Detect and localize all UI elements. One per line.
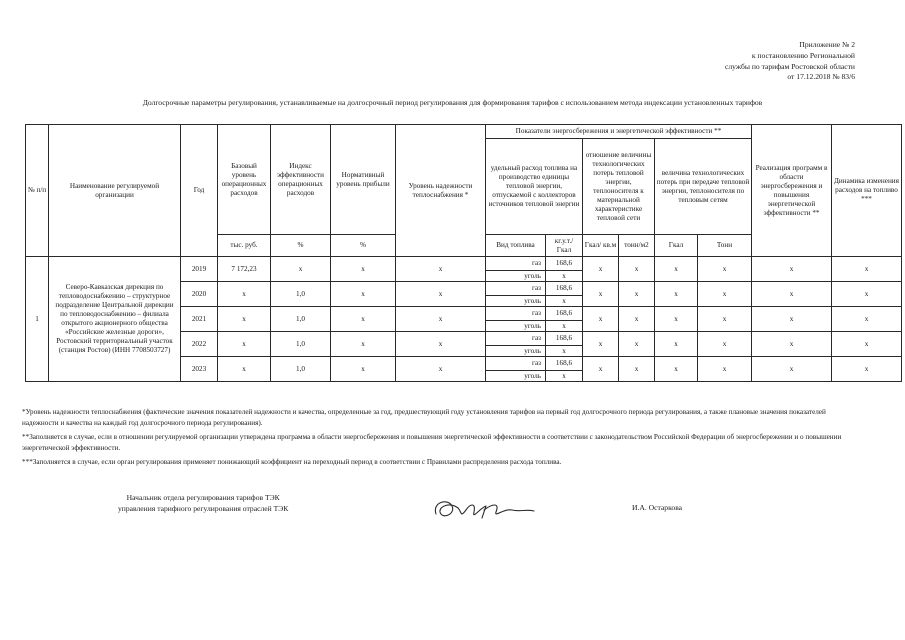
row-fuel-coal: уголь bbox=[486, 271, 546, 282]
org-number: 1 bbox=[26, 257, 49, 382]
row-fuel-gas-value: 168,6 bbox=[546, 282, 583, 296]
row-index: 1,0 bbox=[271, 332, 331, 357]
col-dynamics-header: Динамика изменения расходов на топливо *** bbox=[832, 125, 902, 257]
row-base: х bbox=[218, 282, 271, 307]
row-profit: х bbox=[331, 257, 396, 282]
appendix-number: Приложение № 2 bbox=[799, 40, 855, 49]
col-num-header: № п/п bbox=[26, 125, 49, 257]
footnotes bbox=[22, 407, 862, 472]
row-ratio-2: х bbox=[619, 357, 655, 382]
row-dynamics: х bbox=[832, 257, 902, 282]
row-fuel-coal: уголь bbox=[486, 296, 546, 307]
row-year: 2021 bbox=[181, 307, 218, 332]
row-ratio-2: х bbox=[619, 257, 655, 282]
col-reliability-header: Уровень надежности теплоснабжения * bbox=[396, 125, 486, 257]
row-year: 2022 bbox=[181, 332, 218, 357]
row-reliability: х bbox=[396, 307, 486, 332]
footnote-3: ***Заполняется в случае, если орган регулирования применяет понижающий коэффициент на переходный период в соответствии с Правилами распределения расхода топлива. bbox=[22, 458, 562, 466]
row-index: 1,0 bbox=[271, 307, 331, 332]
col-year-header: Год bbox=[181, 125, 218, 257]
row-profit: х bbox=[331, 282, 396, 307]
signatory-role-line-2: управления тарифного регулирования отраслей ТЭК bbox=[118, 503, 289, 513]
row-index: 1,0 bbox=[271, 357, 331, 382]
row-loss-2: х bbox=[698, 357, 752, 382]
col-fuel-rate-header: удельный расход топлива на производство единицы тепловой энергии, отпускаемой с коллекторов источников тепловой энергии bbox=[486, 139, 583, 235]
col-profit-header: Нормативный уровень прибыли bbox=[331, 125, 396, 235]
row-loss-1: х bbox=[655, 282, 698, 307]
row-dynamics: х bbox=[832, 282, 902, 307]
org-name: Северо-Кавказская дирекция по тепловодоснабжению – структурное подразделение Центральной дирекции по тепловодоснабжению – филиала открытого акционерного общества «Российские железные дороги», Ростовский территориальный участок (станция Ростов) (ИНН 7708503727) bbox=[49, 257, 181, 382]
appendix-date: от 17.12.2018 № 83/6 bbox=[787, 72, 855, 82]
row-dynamics: х bbox=[832, 307, 902, 332]
unit-loss-2: Тонн bbox=[698, 235, 752, 257]
row-programs: х bbox=[752, 282, 832, 307]
header-row-1 bbox=[26, 125, 902, 139]
col-losses-header: величина технологических потерь при передаче тепловой энергии, теплоносителя по тепловым сетям bbox=[655, 139, 752, 235]
row-reliability: х bbox=[396, 332, 486, 357]
row-profit: х bbox=[331, 332, 396, 357]
unit-index: % bbox=[271, 235, 331, 257]
row-ratio-1: х bbox=[583, 357, 619, 382]
row-fuel-gas: газ bbox=[486, 332, 546, 346]
row-ratio-2: х bbox=[619, 307, 655, 332]
unit-loss-1: Гкал bbox=[655, 235, 698, 257]
table-row bbox=[26, 257, 902, 271]
row-loss-2: х bbox=[698, 257, 752, 282]
unit-ratio-1: Гкал/ кв.м bbox=[583, 235, 619, 257]
row-ratio-1: х bbox=[583, 257, 619, 282]
row-fuel-gas: газ bbox=[486, 282, 546, 296]
signatory-role-line-1: Начальник отдела регулирования тарифов ТЭК bbox=[126, 493, 280, 502]
row-fuel-coal: уголь bbox=[486, 346, 546, 357]
unit-profit: % bbox=[331, 235, 396, 257]
unit-base: тыс. руб. bbox=[218, 235, 271, 257]
row-fuel-coal-value: х bbox=[546, 271, 583, 282]
appendix-ref-2: службы по тарифам Ростовской области bbox=[724, 61, 855, 71]
row-fuel-coal-value: х bbox=[546, 296, 583, 307]
signatory-name: И.А. Остаркова bbox=[632, 503, 683, 512]
row-loss-2: х bbox=[698, 307, 752, 332]
row-base: х bbox=[218, 332, 271, 357]
row-dynamics: х bbox=[832, 357, 902, 382]
row-loss-1: х bbox=[655, 332, 698, 357]
row-loss-2: х bbox=[698, 332, 752, 357]
row-year: 2019 bbox=[181, 257, 218, 282]
row-dynamics: х bbox=[832, 332, 902, 357]
appendix-header bbox=[725, 40, 855, 83]
footnote-1: *Уровень надежности теплоснабжения (фактические значения показателей надежности и качества, определенные за год, предшествующий году установления тарифов на первый год долгосрочного периода регулирования, а также плановые значения показателей надежности и качества на каждый год долгосрочного периода регулирования). bbox=[22, 408, 826, 427]
unit-fuel-type: Вид топлива bbox=[486, 235, 546, 257]
footnote-2: **Заполняется в случае, если в отношении регулируемой организации утверждена программа в области энергосбережения и повышения энергетической эффективности в соответствии с законодательством Российской Федерации об энергосбережении и о повышении энергетической эффективности. bbox=[22, 433, 842, 452]
row-index: х bbox=[271, 257, 331, 282]
row-base: х bbox=[218, 307, 271, 332]
row-fuel-gas: газ bbox=[486, 257, 546, 271]
row-profit: х bbox=[331, 357, 396, 382]
signatory-role bbox=[118, 493, 288, 514]
row-loss-1: х bbox=[655, 357, 698, 382]
handwritten-signature bbox=[430, 492, 538, 526]
row-programs: х bbox=[752, 357, 832, 382]
row-reliability: х bbox=[396, 257, 486, 282]
row-fuel-gas: газ bbox=[486, 307, 546, 321]
col-programs-header: Реализация программ в области энергосбережения и повышения энергетической эффективности ** bbox=[752, 125, 832, 257]
row-reliability: х bbox=[396, 357, 486, 382]
col-org-header: Наименование регулируемой организации bbox=[49, 125, 181, 257]
row-fuel-gas: газ bbox=[486, 357, 546, 371]
row-programs: х bbox=[752, 332, 832, 357]
row-ratio-1: х bbox=[583, 282, 619, 307]
appendix-ref-1: к постановлению Региональной bbox=[751, 50, 855, 60]
row-ratio-1: х bbox=[583, 307, 619, 332]
row-fuel-coal: уголь bbox=[486, 321, 546, 332]
row-fuel-gas-value: 168,6 bbox=[546, 257, 583, 271]
col-base-header: Базовый уровень операционных расходов bbox=[218, 125, 271, 235]
row-year: 2020 bbox=[181, 282, 218, 307]
row-ratio-2: х bbox=[619, 282, 655, 307]
row-profit: х bbox=[331, 307, 396, 332]
col-index-header: Индекс эффективности операционных расходов bbox=[271, 125, 331, 235]
row-fuel-coal-value: х bbox=[546, 321, 583, 332]
row-loss-1: х bbox=[655, 257, 698, 282]
row-programs: х bbox=[752, 257, 832, 282]
unit-ratio-2: тонн/м2 bbox=[619, 235, 655, 257]
row-loss-1: х bbox=[655, 307, 698, 332]
unit-fuel: кг.у.т./ Гкал bbox=[546, 235, 583, 257]
row-ratio-1: х bbox=[583, 332, 619, 357]
document-title: Долгосрочные параметры регулирования, устанавливаемые на долгосрочный период регулирования для формирования тарифов с использованием метода индексации установленных тарифов bbox=[142, 98, 763, 107]
row-reliability: х bbox=[396, 282, 486, 307]
row-loss-2: х bbox=[698, 282, 752, 307]
row-index: 1,0 bbox=[271, 282, 331, 307]
row-fuel-coal-value: х bbox=[546, 346, 583, 357]
row-fuel-gas-value: 168,6 bbox=[546, 357, 583, 371]
row-programs: х bbox=[752, 307, 832, 332]
col-ratio-header: отношение величины технологических потерь тепловой энергии, теплоносителя к материальной характеристике тепловой сети bbox=[583, 139, 655, 235]
row-fuel-gas-value: 168,6 bbox=[546, 307, 583, 321]
row-base: х bbox=[218, 357, 271, 382]
row-ratio-2: х bbox=[619, 332, 655, 357]
row-fuel-coal: уголь bbox=[486, 371, 546, 382]
row-fuel-coal-value: х bbox=[546, 371, 583, 382]
parameters-table bbox=[25, 124, 902, 382]
row-base: 7 172,23 bbox=[218, 257, 271, 282]
energy-group-header: Показатели энергосбережения и энергетической эффективности ** bbox=[486, 125, 752, 139]
row-fuel-gas-value: 168,6 bbox=[546, 332, 583, 346]
row-year: 2023 bbox=[181, 357, 218, 382]
